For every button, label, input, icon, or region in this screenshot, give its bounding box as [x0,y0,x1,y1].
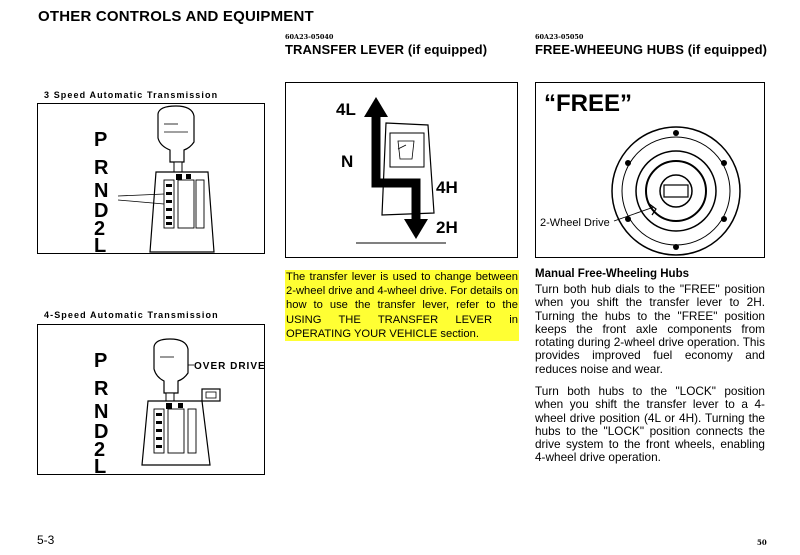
auto4-gear-letters [94,350,109,474]
auto4-knob [154,339,188,393]
hub-illustration [536,83,764,257]
label-4l: 4L [336,100,356,119]
auto3-caption: 3 Speed Automatic Transmission [44,90,219,100]
auto4-caption: 4-Speed Automatic Transmission [44,310,219,320]
auto3-gear-n: N [94,180,109,202]
page-number-right: 50 [757,538,767,547]
auto3-gear-letters [94,129,109,253]
hubs-code: 60A23-05050 [535,33,584,41]
auto3-gear-r: R [94,157,109,179]
transfer-figure [285,82,518,258]
auto4-gear-n: N [94,401,109,423]
auto4-gear-d: D [94,421,109,443]
auto4-gear-l: L [94,456,107,474]
hubs-heading: FREE-WHEEUNG HUBS (if equipped) [535,42,768,57]
auto3-figure [37,103,265,254]
free-label: “FREE” [544,90,633,117]
auto4-gear-r: R [94,378,109,400]
label-4h: 4H [436,178,458,197]
hubs-paragraph-2: Turn both hubs to the "LOCK" position when you shift the transfer lever to a 4-wheel drive position (4L or 4H). Turning the hubs to the "LOCK" position connects the drive system to the front wheels, enabling 4-wheel drive operation. [535,384,765,465]
auto4-gear-2: 2 [94,439,106,461]
hubs-paragraph-1: Turn both hub dials to the "FREE" position when you shift the transfer lever to 2H. Turning the hubs to the "FREE" position keeps the front axle components from rotating during 2-wheel drive operation. This provides improved fuel economy and reduces noise and wear. [535,282,765,376]
auto3-gear-2: 2 [94,218,106,240]
auto3-knob [158,106,194,162]
wheel-drive-label: 2-Wheel Drive [540,217,610,229]
label-2h: 2H [436,218,458,237]
section-title: OTHER CONTROLS AND EQUIPMENT [38,8,314,25]
hubs-figure [535,82,765,258]
auto3-gear-l: L [94,235,107,253]
auto3-gear-d: D [94,200,109,222]
auto4-gear-p: P [94,350,108,372]
auto4-figure [37,324,265,475]
arrow-up-icon [364,97,388,117]
transfer-description: The transfer lever is used to change between 2-wheel drive and 4-wheel drive. For details on how to use the transfer lever, refer to the USING THE TRANSFER LEVER in OPERATING YOUR VEHICLE section. [286,271,518,340]
auto4-shifter-illustration [38,325,264,474]
hubs-subheading: Manual Free-Wheeling Hubs [535,268,689,280]
overdrive-label: OVER DRIVE [194,361,264,372]
transfer-lever-illustration [286,83,517,257]
transfer-heading: TRANSFER LEVER (if equipped) [285,42,488,57]
transfer-code: 60A23-05040 [285,33,334,41]
arrow-down-icon [404,219,428,239]
page-number-left: 5-3 [37,533,55,547]
auto3-shifter-illustration [38,104,264,253]
label-n: N [341,152,354,171]
auto3-gear-p: P [94,129,108,151]
